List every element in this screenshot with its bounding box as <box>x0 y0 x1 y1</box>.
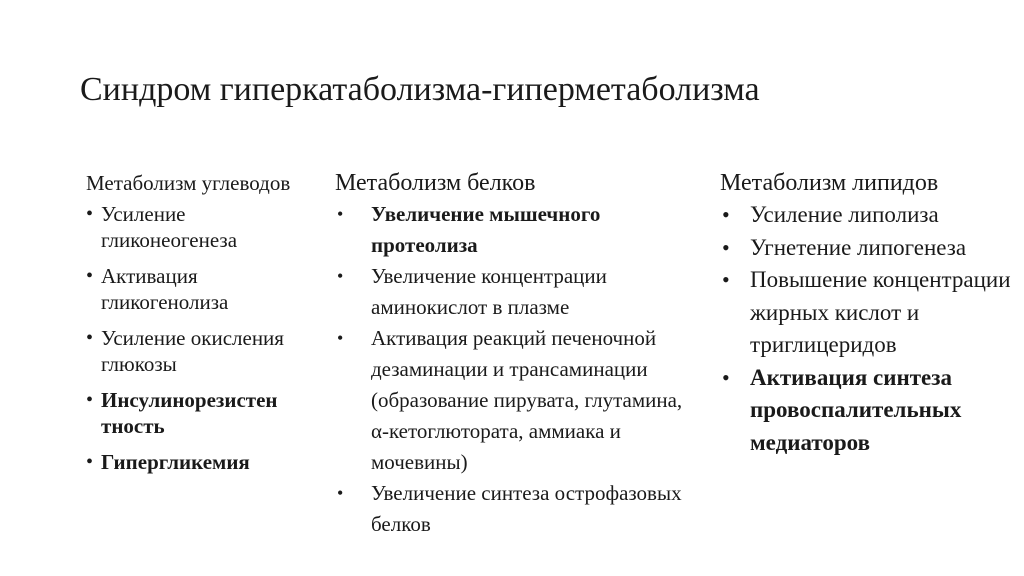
list-item-text: Активация гликогенолиза <box>101 264 229 314</box>
bullet-icon: • <box>722 202 730 227</box>
list-item-text: Увеличение синтеза острофазовых белков <box>371 481 682 536</box>
bullet-icon: • <box>86 327 94 349</box>
bullet-icon: • <box>86 389 94 411</box>
bullet-icon: • <box>337 204 344 224</box>
column-heading: Метаболизм белков <box>335 170 536 196</box>
column-lipid-metabolism <box>720 168 1020 459</box>
list-item-text: Инсулинорезистен тность <box>101 388 278 438</box>
list-item <box>86 325 324 377</box>
list-item-text: Усиление гликонеогенеза <box>101 202 238 252</box>
bullet-icon: • <box>722 364 730 390</box>
bullet-icon: • <box>722 267 730 292</box>
bullet-icon: • <box>722 234 730 260</box>
bullet-icon: • <box>337 483 344 503</box>
list-item-text: Повышение концентрации жирных кислот и триглицеридов <box>750 267 1011 357</box>
bullet-icon: • <box>86 265 94 287</box>
bullet-icon: • <box>86 451 94 473</box>
list-item <box>720 264 1020 362</box>
list-item <box>333 199 705 261</box>
column-heading: Метаболизм углеводов <box>86 171 291 195</box>
bullet-icon: • <box>86 203 94 225</box>
column-heading: Метаболизм липидов <box>720 170 939 196</box>
list-item-text: Усиление липолиза <box>750 202 939 227</box>
list-item <box>720 232 1020 265</box>
list-item <box>720 199 1020 232</box>
bullet-icon: • <box>337 266 344 286</box>
list-item-text: Увеличение концентрации аминокислот в плазме <box>371 264 607 319</box>
bullet-list <box>86 201 324 475</box>
list-item <box>86 387 324 439</box>
list-item <box>333 478 705 540</box>
column-carbohydrate-metabolism <box>86 168 324 485</box>
list-item <box>86 449 324 475</box>
list-item <box>333 323 705 478</box>
bullet-list <box>720 199 1020 459</box>
list-item-text: Активация реакций печеночной дезаминации и трансаминации (образование пирувата, глутамина, α-кетоглютората, аммиака и мочевины) <box>371 326 683 474</box>
list-item-text: Угнетение липогенеза <box>750 234 967 260</box>
slide-title: Синдром гиперкатаболизма-гиперметаболизма <box>80 71 760 108</box>
list-item <box>86 263 324 315</box>
bullet-list <box>333 199 705 540</box>
list-item-text: Гипергликемия <box>101 450 250 474</box>
list-item <box>86 201 324 253</box>
list-item-text: Усиление окисления глюкозы <box>101 326 284 376</box>
list-item-text: Увеличение мышечного протеолиза <box>371 202 601 257</box>
list-item <box>333 261 705 323</box>
column-protein-metabolism <box>333 168 705 540</box>
bullet-icon: • <box>337 328 344 348</box>
list-item-text: Активация синтеза провоспалительных медиаторов <box>750 364 962 455</box>
list-item <box>720 362 1020 460</box>
